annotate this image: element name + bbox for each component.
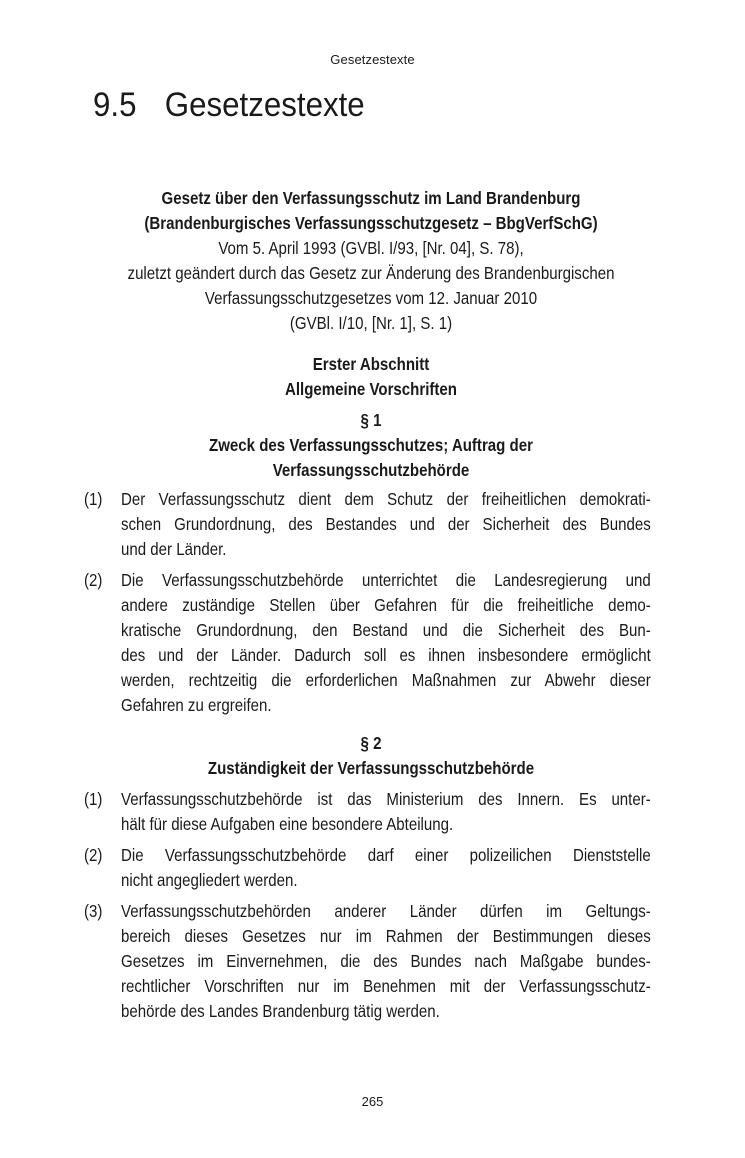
text-line: des und der Länder. Dadurch soll es ihnen insbesondere ermöglicht <box>121 645 651 665</box>
law-amendment: zuletzt geändert durch das Gesetz zur Änderung des Brandenburgischen <box>127 263 615 283</box>
chapter-title: Gesetzestexte <box>164 86 365 124</box>
item-text <box>121 843 737 893</box>
text-line: Der Verfassungsschutz dient dem Schutz der freiheitlichen demokrati- <box>121 489 651 509</box>
text-line: nicht angegliedert werden. <box>121 870 298 890</box>
chapter-heading <box>93 86 365 125</box>
law-gazette-ref: (GVBl. I/10, [Nr. 1], S. 1) <box>289 313 453 333</box>
text-line: andere zuständige Stellen über Gefahren für die freiheitliche demo- <box>121 595 651 615</box>
text-line: Gefahren zu ergreifen. <box>121 695 272 715</box>
text-line: werden, rechtzeitig die erforderlichen Maßnahmen zur Abwehr dieser <box>121 670 651 690</box>
text-line: schen Grundordnung, des Bestandes und der Sicherheit des Bundes <box>121 514 651 534</box>
text-line: und der Länder. <box>121 539 227 559</box>
list-item <box>84 487 650 562</box>
paragraph-2-number: § 2 <box>360 733 382 753</box>
paragraph-1-title-cont: Verfassungsschutzbehörde <box>272 460 470 480</box>
paragraph-2-heading <box>84 731 658 781</box>
law-title: Gesetz über den Verfassungsschutz im Land Brandenburg <box>161 188 581 208</box>
paragraph-1-title: Zweck des Verfassungsschutzes; Auftrag der <box>209 435 533 455</box>
item-text <box>121 899 737 1024</box>
list-item <box>84 843 650 893</box>
item-number: (1) <box>84 489 103 509</box>
page-number: 265 <box>361 1094 384 1109</box>
item-number: (1) <box>84 789 103 809</box>
paragraph-1-items <box>84 487 650 724</box>
law-title-block <box>84 186 658 336</box>
text-line: Die Verfassungsschutzbehörde darf einer polizeilichen Dienststelle <box>121 845 651 865</box>
list-item <box>84 568 650 718</box>
paragraph-1-heading <box>84 408 658 483</box>
item-text <box>121 787 737 837</box>
text-line: rechtlicher Vorschriften nur im Benehmen mit der Verfassungsschutz- <box>121 976 651 996</box>
text-line: Verfassungsschutzbehörde ist das Ministerium des Innern. Es unter- <box>121 789 651 809</box>
list-item <box>84 787 650 837</box>
item-number: (2) <box>84 845 103 865</box>
section-name: Erster Abschnitt <box>312 354 430 374</box>
law-short-title: (Brandenburgisches Verfassungsschutzgesetz – BbgVerfSchG) <box>144 213 598 233</box>
section-heading <box>84 352 658 402</box>
section-subtitle: Allgemeine Vorschriften <box>284 379 457 399</box>
item-text <box>121 487 737 562</box>
item-number: (2) <box>84 570 103 590</box>
text-line: Verfassungsschutzbehörden anderer Länder dürfen im Geltungs- <box>121 901 651 921</box>
law-amendment-cont: Verfassungsschutzgesetzes vom 12. Januar 2010 <box>204 288 538 308</box>
chapter-number: 9.5 <box>93 86 137 124</box>
paragraph-2-items <box>84 787 650 1030</box>
text-line: bereich dieses Gesetzes nur im Rahmen der Bestimmungen dieses <box>121 926 651 946</box>
text-line: Die Verfassungsschutzbehörde unterrichtet die Landesregierung und <box>121 570 651 590</box>
text-line: Gesetzes im Einvernehmen, die des Bundes nach Maßgabe bundes- <box>121 951 651 971</box>
item-text <box>121 568 737 718</box>
law-date: Vom 5. April 1993 (GVBl. I/93, [Nr. 04], S. 78), <box>218 238 524 258</box>
text-line: hält für diese Aufgaben eine besondere Abteilung. <box>121 814 454 834</box>
paragraph-2-title: Zuständigkeit der Verfassungsschutzbehörde <box>207 758 535 778</box>
text-line: behörde des Landes Brandenburg tätig werden. <box>121 1001 440 1021</box>
list-item <box>84 899 650 1024</box>
item-number: (3) <box>84 901 103 921</box>
text-line: kratische Grundordnung, den Bestand und die Sicherheit des Bun- <box>121 620 651 640</box>
running-header: Gesetzestexte <box>330 52 415 67</box>
paragraph-1-number: § 1 <box>360 410 382 430</box>
